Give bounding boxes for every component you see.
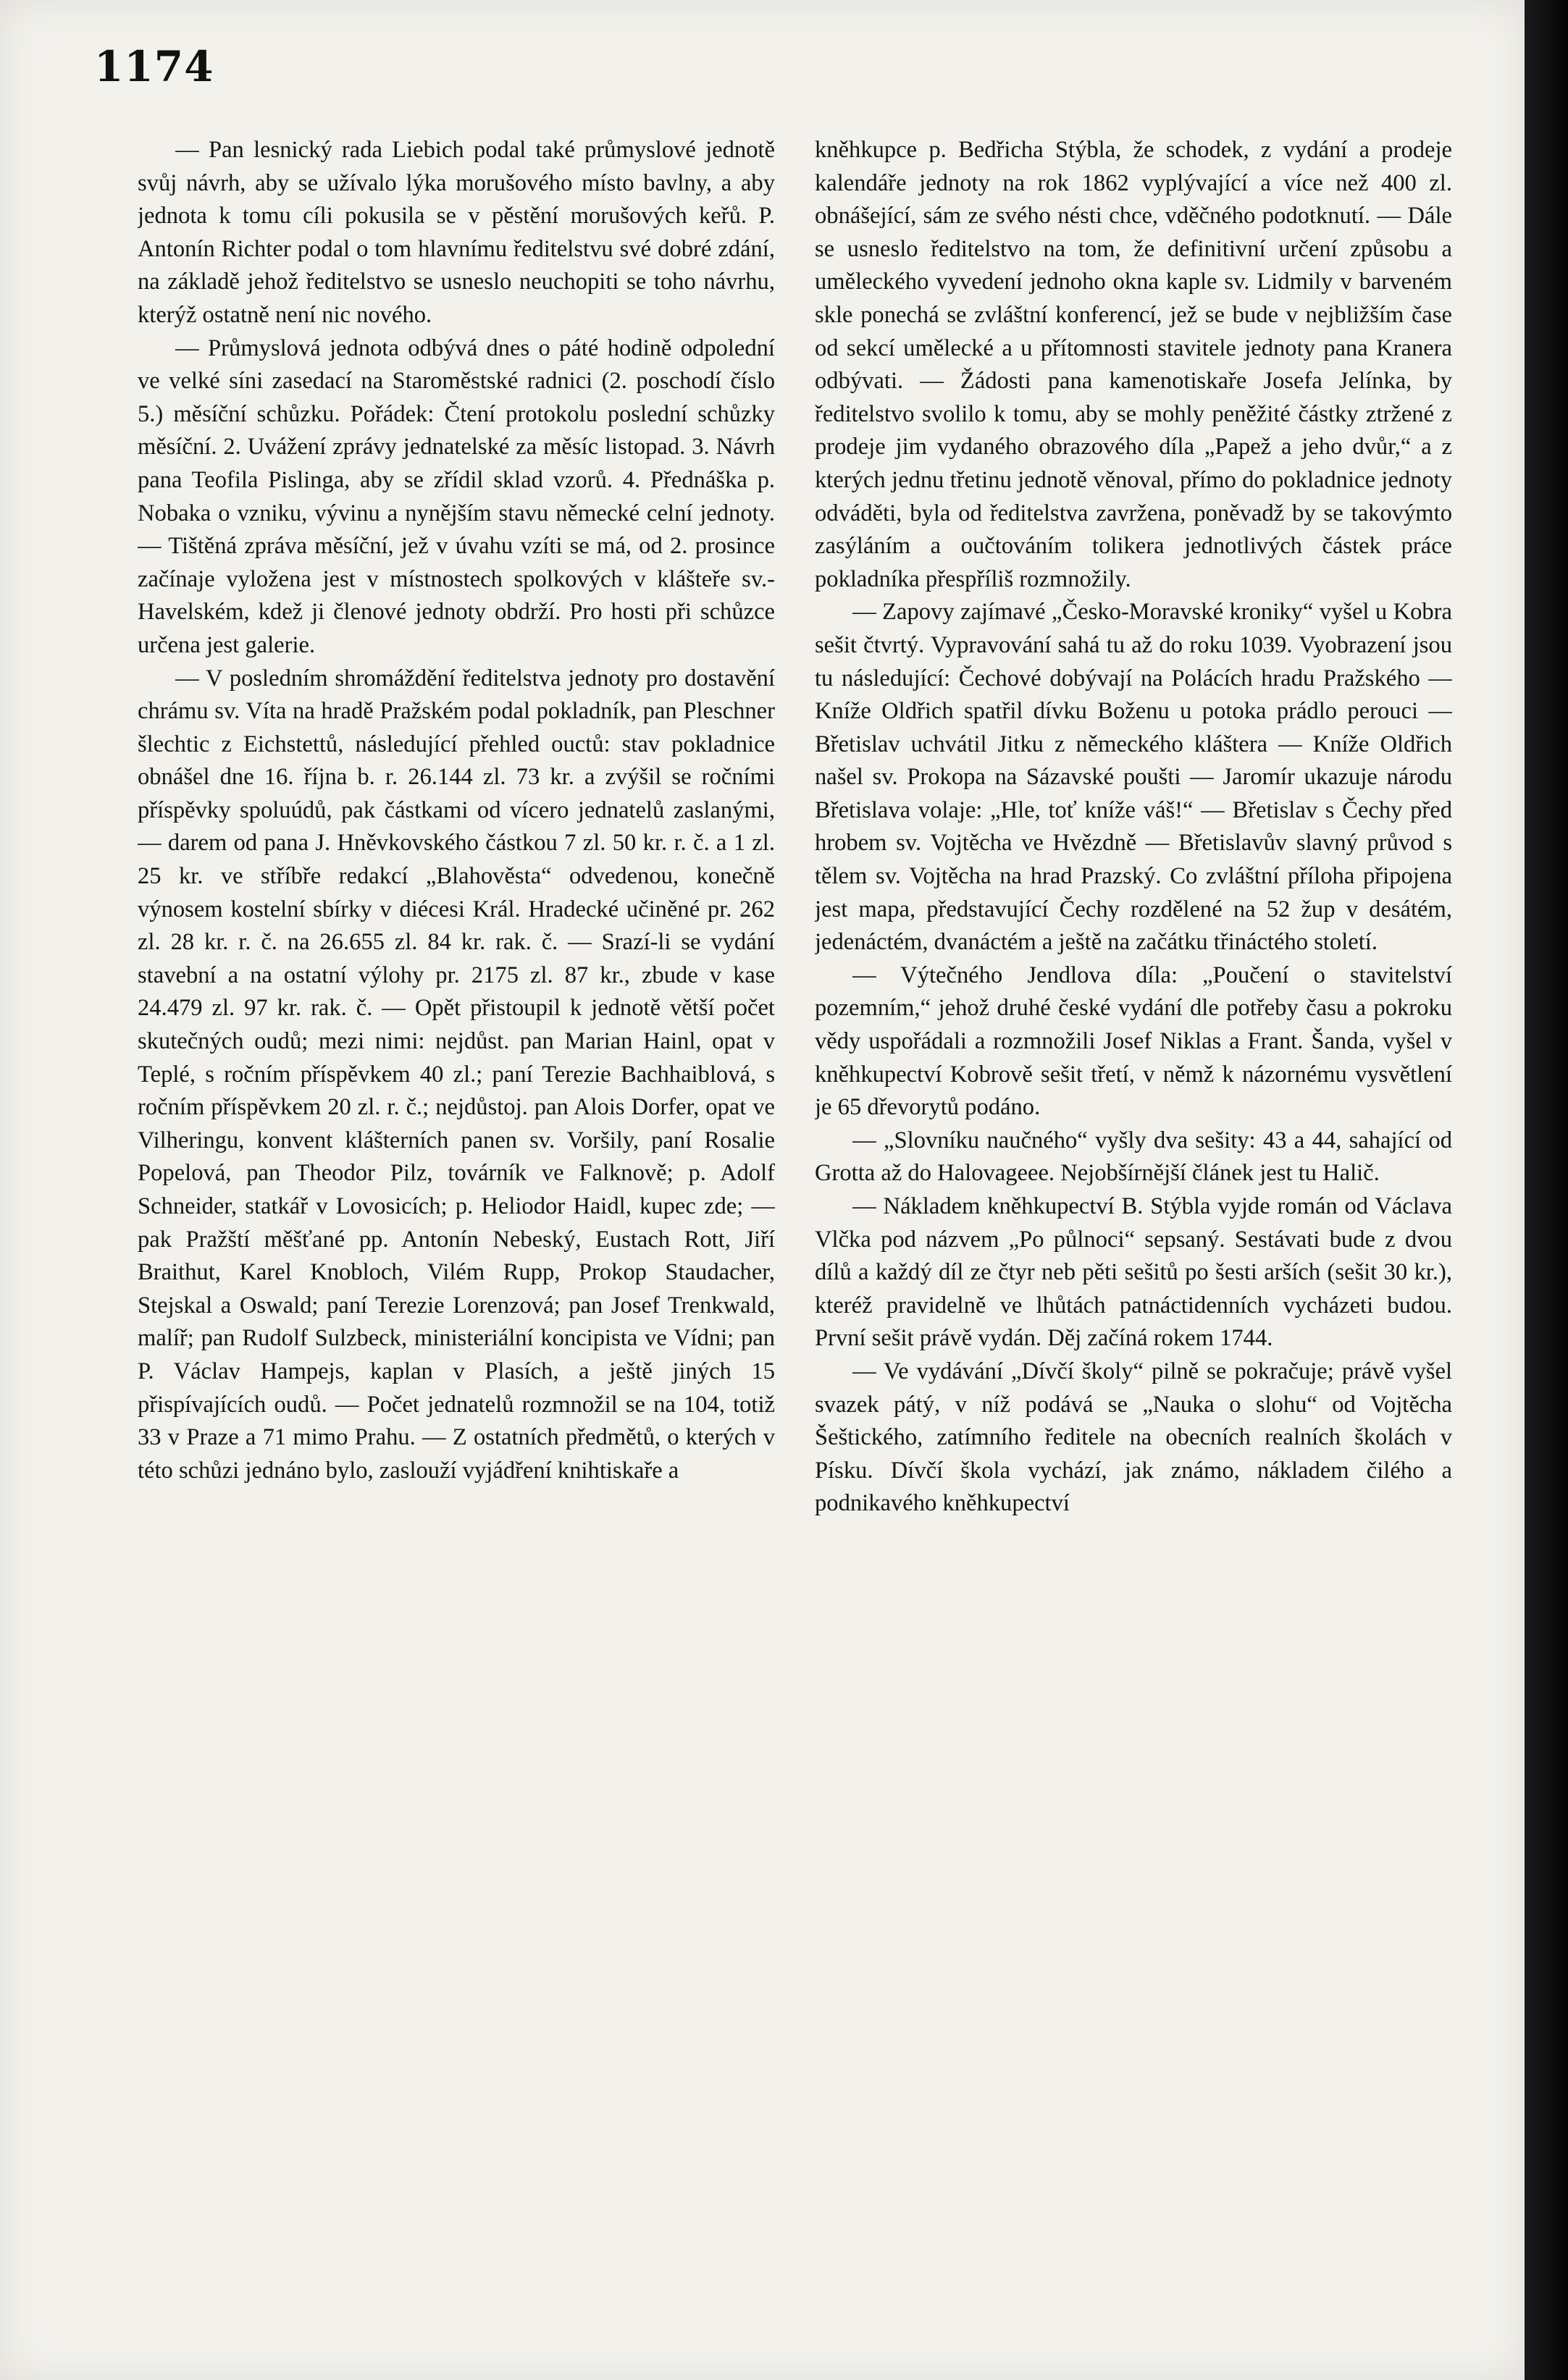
scan-dark-edge [1525, 0, 1568, 2380]
article-kronika: — Zapovy zajímavé „Česko-Moravské kroniky“ vyšel u Kobra sešit čtvrtý. Vypravování sahá tu až do roku 1039. Vyobrazení jsou tu následující: Čechové dobývají na Polácích hradu Pražského — Kníže Oldřich spatřil dívku Boženu u potoka prádlo perouci — Břetislav uchvátil Jitku z německého kláštera — Kníže Oldřich našel sv. Prokopa na Sázavské poušti — Jaromír ukazuje národu Břetislava volaje: „Hle, toť kníže váš!“ — Břetislav s Čechy před hrobem sv. Vojtěcha ve Hvězdně — Břetislavův slavný průvod s tělem sv. Vojtěcha na hrad Prazský. Co zvláštní příloha připojena jest mapa, představující Čechy rozdělené na 52 žup v desátém, jedenáctém, dvanáctém a ještě na začátku třináctého století. [815, 599, 1452, 956]
page-number: 1174 [94, 42, 214, 91]
article-roman-vlcek: — Nákladem kněhkupectví B. Stýbla vyjde román od Václava Vlčka pod názvem „Po půlnoci“ sepsaný. Sestávati bude z dvou dílů a každý díl ze čtyr neb pěti sešitů po šesti arších (sešit 30 kr.), kteréž pravidelně ve lhůtách patnáctidenních vycházeti budou. První sešit právě vydán. Děj začíná rokem 1744. [815, 1193, 1452, 1352]
right-column [815, 134, 1452, 2277]
article-divci-skola: — Ve vydávání „Dívčí školy“ pilně se pokračuje; právě vyšel svazek pátý, v níž podává se „Nauka o slohu“ od Vojtěcha Šeštického, zatímního ředitele na obecních realních školách v Písku. Dívčí škola vychází, jak známo, nákladem čilého a podnikavého kněhkupectví [815, 1358, 1452, 1517]
article-slovnik-naucny: — „Slovníku naučného“ vyšly dva sešity: 43 a 44, sahající od Grotta až do Halovageee. Nejobšírnější článek jest tu Halič. [815, 1127, 1452, 1187]
article-chram-sv-vita: — V posledním shromáždění ředitelstva jednoty pro dostavění chrámu sv. Víta na hradě Pražském podal pokladník, pan Pleschner šlechtic z Eichstettů, následující přehled ouctů: stav pokladnice obnášel dne 16. října b. r. 26.144 zl. 73 kr. a zvýšil se ročními příspěvky spoluúdů, pak částkami od vícero jednatelů zaslanými, — darem od pana J. Hněvkovského částkou 7 zl. 50 kr. r. č. a 1 zl. 25 kr. ve stříbře redakcí „Blahověsta“ odvedenou, konečně výnosem kostelní sbírky v diécesi Král. Hradecké učiněné pr. 262 zl. 28 kr. r. č. na 26.655 zl. 84 kr. rak. č. — Srazí-li se vydání stavební a na ostatní výlohy pr. 2175 zl. 87 kr., zbude v kase 24.479 zl. 97 kr. rak. č. — Opět přistoupil k jednotě větší počet skutečných oudů; mezi nimi: nejdůst. pan Marian Hainl, opat v Teplé, s ročním příspěvkem 40 zl.; paní Terezie Bachhaiblová, s ročním příspěvkem 20 zl. r. č.; nejdůstoj. pan Alois Dorfer, opat ve Vilheringu, konvent klášterních panen sv. Voršily, paní Rosalie Popelová, pan Theodor Pilz, továrník ve Falknově; p. Adolf Schneider, statkář v Lovosicích; p. Heliodor Haidl, kupec zde; — pak Pražští měšťané pp. Antonín Nebeský, Eustach Rott, Jiří Braithut, Karel Knobloch, Vilém Rupp, Prokop Staudacher, Stejskal a Oswald; paní Terezie Lorenzová; pan Josef Trenkwald, malíř; pan Rudolf Sulzbeck, ministeriální koncipista ve Vídni; pan P. Václav Hampejs, kaplan v Plasích, a ještě jiných 15 přispívajících oudů. — Počet jednatelů rozmnožil se na 104, totiž 33 v Praze a 71 mimo Prahu. — Z ostatních předmětů, o kterých v této schůzi jednáno bylo, zaslouží vyjádření knihtiskaře a [138, 665, 775, 1484]
article-chram-sv-vita-continued: kněhkupce p. Bedřicha Stýbla, že schodek, z vydání a prodeje kalendáře jednoty na rok 1862 vyplývající a více než 400 zl. obnášející, sám ze svého nésti chce, vděčného podotknutí. — Dále se usneslo ředitelstvo na tom, že definitivní určení způsobu a uměleckého vyvedení jednoho okna kaple sv. Lidmily v barveném skle ponechá se zvláštní konferencí, jež se bude v nejbližším čase od sekcí umělecké a u přítomnosti stavitele jednoty pana Kranera odbývati. — Žádosti pana kamenotiskaře Josefa Jelínka, by ředitelstvo svolilo k tomu, aby se mohly peněžité částky ztržené z prodeje jim vydaného obrazového díla „Papež a jeho dvůr,“ a z kterých jednu třetinu jednotě věnoval, přímo do pokladnice jednoty odváděti, byla od ředitelstva zavržena, poněvadž by se takovýmto zasýláním a oučtováním tolikera jednotlivých částek práce pokladníka přespříliš rozmnožily. [815, 137, 1452, 592]
left-column [138, 134, 775, 2277]
article-prumyslova-jednota: — Průmyslová jednota odbývá dnes o páté hodině odpolední ve velké síni zasedací na Staroměstské radnici (2. poschodí číslo 5.) měsíční schůzku. Pořádek: Čtení protokolu poslední schůzky měsíční. 2. Uvážení zprávy jednatelské za měsíc listopad. 3. Návrh pana Teofila Pislinga, aby se zřídil sklad vzorů. 4. Přednáška p. Nobaka o vzniku, vývinu a nynějším stavu německé celní jednoty. — Tištěná zpráva měsíční, jež v úvahu vzíti se má, od 2. prosince začínaje vyložena jest v místnostech spolkových v klášteře sv.-Havelském, kdež ji členové jednoty obdrží. Pro hosti při schůzce určena jest galerie. [138, 335, 775, 658]
article-jendl-stavitelstvi: — Výtečného Jendlova díla: „Poučení o stavitelství pozemním,“ jehož druhé české vydání dle potřeby času a pokroku vědy uspořádali a rozmnožili Josef Niklas a Frant. Šanda, vyšel v kněhkupectví Kobrově sešit třetí, v němž k názornému vysvětlení je 65 dřevorytů podáno. [815, 962, 1452, 1121]
article-lesnicky-rada: — Pan lesnický rada Liebich podal také průmyslové jednotě svůj návrh, aby se užívalo lýka morušového místo bavlny, a aby jednota k tomu cíli pokusila se v pěstění morušových keřů. P. Antonín Richter podal o tom hlavnímu ředitelstvu své dobré zdání, na základě jehož ředitelstvo se usneslo neuchopiti se toho návrhu, kterýž ostatně není nic nového. [138, 137, 775, 328]
